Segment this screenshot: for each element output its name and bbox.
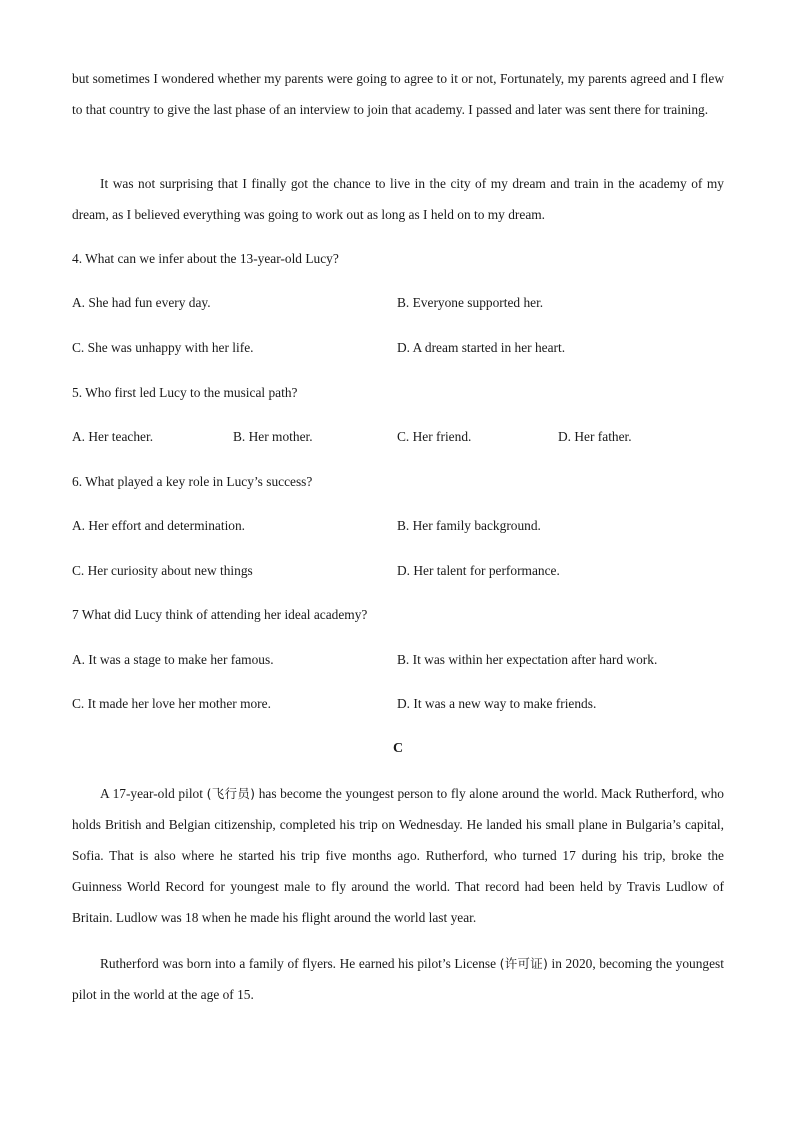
gloss-text: (飞行员) <box>206 786 256 801</box>
answer-option[interactable]: D. It was a new way to make friends. <box>397 696 597 711</box>
passage-b-paragraph: but sometimes I wondered whether my parents were going to agree to it or not, Fortunately, my parents agreed and I flew to that country to give the last phase of an interview to join that academy. I passed and later was sent there for training. <box>72 71 724 117</box>
passage-c-paragraph <box>72 778 724 933</box>
answer-option[interactable]: B. Her family background. <box>397 518 541 533</box>
paragraph-text: in 2020, becoming the youngest pilot in the world at the age of 15. <box>72 956 724 1002</box>
question-stem: 7 What did Lucy think of attending her ideal academy? <box>72 607 368 622</box>
question-stem: 4. What can we infer about the 13-year-old Lucy? <box>72 251 339 266</box>
answer-option[interactable]: C. Her curiosity about new things <box>72 563 253 578</box>
section-heading: C <box>392 741 404 756</box>
answer-option[interactable]: A. She had fun every day. <box>72 295 211 310</box>
answer-option[interactable]: B. Everyone supported her. <box>397 295 544 310</box>
answer-option[interactable]: B. Her mother. <box>233 429 313 444</box>
answer-option[interactable]: C. It made her love her mother more. <box>72 696 271 711</box>
question-stem: 5. Who first led Lucy to the musical path? <box>72 385 298 400</box>
answer-option[interactable]: D. A dream started in her heart. <box>397 340 566 355</box>
paragraph-text: A 17-year-old pilot <box>100 786 207 801</box>
paragraph-text: Rutherford was born into a family of flyers. He earned his pilot’s License <box>100 956 500 971</box>
passage-b-paragraph: It was not surprising that I finally got the chance to live in the city of my dream and train in the academy of my dream, as I believed everything was going to work out as long as I held on to my dream. <box>72 176 724 222</box>
answer-option[interactable]: A. Her effort and determination. <box>72 518 246 533</box>
answer-option[interactable]: C. Her friend. <box>397 429 472 444</box>
gloss-text: (许可证) <box>499 956 548 971</box>
answer-option[interactable]: D. Her talent for performance. <box>397 563 560 578</box>
passage-c-paragraph <box>72 948 724 1010</box>
answer-option[interactable]: C. She was unhappy with her life. <box>72 340 254 355</box>
answer-option[interactable]: D. Her father. <box>558 429 632 444</box>
question-stem: 6. What played a key role in Lucy’s success? <box>72 474 313 489</box>
answer-option[interactable]: A. It was a stage to make her famous. <box>72 652 274 667</box>
paragraph-text: has become the youngest person to fly alone around the world. Mack Rutherford, who holds British and Belgian citizenship, completed his trip on Wednesday. He landed his small plane in Bulgaria’s capital, Sofia. That is also where he started his trip five months ago. Rutherford, who turned 17 during his trip, broke the Guinness World Record for youngest male to fly around the world. That record had been held by Travis Ludlow of Britain. Ludlow was 18 when he made his flight around the world last year. <box>72 786 724 925</box>
answer-option[interactable]: A. Her teacher. <box>72 429 154 444</box>
answer-option[interactable]: B. It was within her expectation after hard work. <box>397 652 658 667</box>
